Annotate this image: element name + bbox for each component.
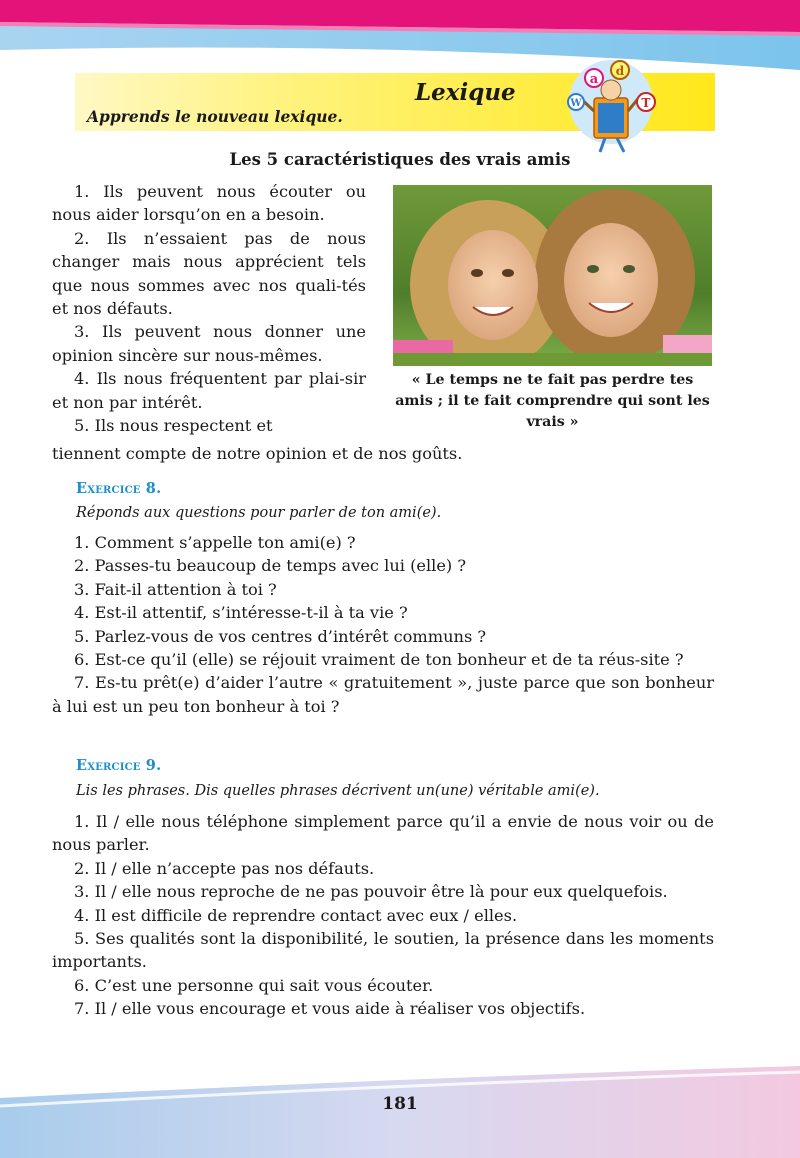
exercise-8-instruction: Réponds aux questions pour parler de ton ami(e). (76, 505, 442, 521)
statement-item: 3. Il / elle nous reproche de ne pas pouvoir être là pour eux quelquefois. (74, 882, 668, 902)
exercise-8-list (52, 531, 714, 718)
mascot-letter-a: a (589, 72, 599, 87)
mascot-letter-w: W (570, 98, 582, 109)
list-item: 4. Ils nous fréquentent par plai-sir et non par intérêt. (52, 369, 366, 412)
mascot-letter-d: d (615, 64, 625, 78)
question-item: 3. Fait-il attention à toi ? (74, 579, 277, 599)
statement-item: 1. Il / elle nous téléphone simplement parce qu’il a envie de nous voir ou de nous parler. (52, 812, 714, 855)
exercise-9-instruction: Lis les phrases. Dis quelles phrases décrivent un(une) véritable ami(e). (76, 783, 600, 799)
statement-item: 5. Ses qualités sont la disponibilité, le soutien, la présence dans les moments importants. (52, 929, 714, 972)
mascot-letter-t: T (641, 96, 651, 110)
question-item: 5. Parlez-vous de vos centres d’intérêt communs ? (74, 626, 487, 646)
top-decorative-band (0, 0, 800, 70)
banner-title: Lexique (415, 79, 516, 106)
list-item: 5. Ils nous respectent et (74, 416, 273, 436)
characteristics-list (52, 180, 366, 437)
statement-item: 4. Il est difficile de reprendre contact avec eux / elles. (74, 905, 518, 925)
list-item: 2. Ils n’essaient pas de nous changer mais nous apprécient tels que nous sommes avec nos quali-tés et nos défauts. (52, 228, 366, 319)
exercise-8-label: Exercice 8. (76, 480, 162, 497)
page-number: 181 (382, 1094, 418, 1114)
question-item: 7. Es-tu prêt(e) d’aider l’autre « gratuitement », juste parce que son bonheur à lui est un peu ton bonheur à toi ? (52, 673, 714, 716)
statement-item: 7. Il / elle vous encourage et vous aide à réaliser vos objectifs. (74, 999, 586, 1019)
exercise-9-list (52, 810, 714, 1021)
banner-subtitle: Apprends le nouveau lexique. (87, 107, 343, 126)
friends-photo (393, 185, 712, 366)
question-item: 1. Comment s’appelle ton ami(e) ? (74, 533, 356, 552)
question-item: 4. Est-il attentif, s’intéresse-t-il à ta vie ? (74, 603, 408, 623)
question-item: 6. Est-ce qu’il (elle) se réjouit vraiment de ton bonheur et de ta réus-site ? (74, 650, 684, 670)
list-item: 3. Ils peuvent nous donner une opinion sincère sur nous-mêmes. (52, 322, 366, 365)
photo-caption: « Le temps ne te fait pas perdre tes amis ; il te fait comprendre qui sont les vrais » (395, 372, 710, 430)
statement-item: 2. Il / elle n’accepte pas nos défauts. (74, 858, 375, 878)
item5-continuation (52, 442, 714, 465)
question-item: 2. Passes-tu beaucoup de temps avec lui (elle) ? (74, 556, 467, 576)
statement-item: 6. C’est une personne qui sait vous écouter. (74, 975, 434, 995)
section-title: Les 5 caractéristiques des vrais amis (229, 150, 571, 169)
book-mascot-icon (560, 56, 662, 156)
exercise-9-label: Exercice 9. (76, 757, 162, 774)
list-item: 1. Ils peuvent nous écouter ou nous aider lorsqu’on en a besoin. (52, 182, 366, 225)
list-item-continued: tiennent compte de notre opinion et de nos goûts. (52, 444, 463, 463)
